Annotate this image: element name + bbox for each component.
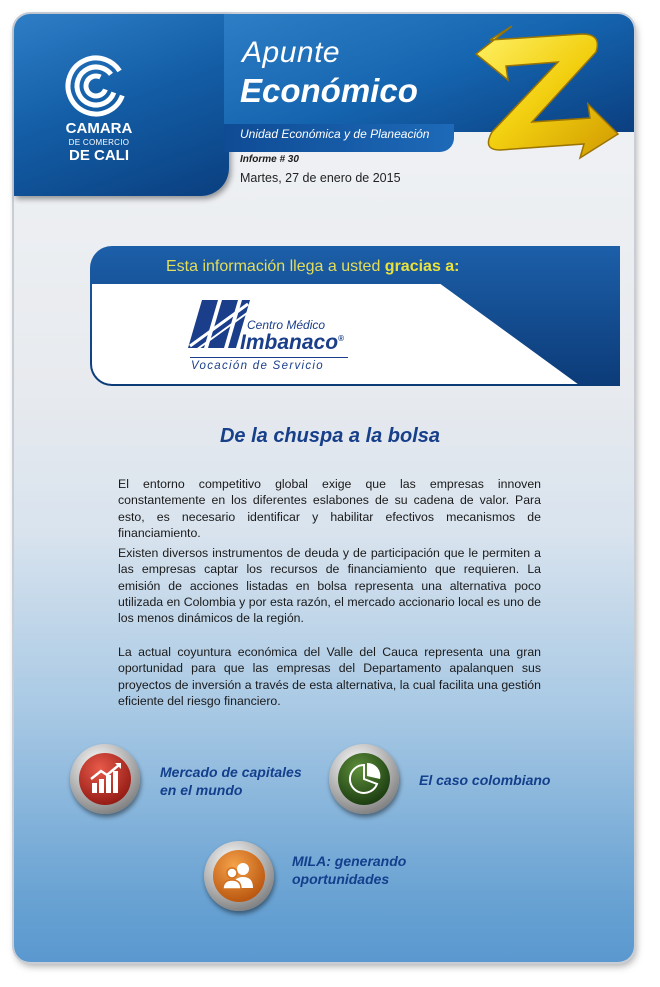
mercado-capitales-line2: en el mundo [160, 782, 243, 798]
mercado-capitales-button[interactable] [70, 744, 140, 814]
camara-comercio-logo-icon [64, 54, 128, 118]
chart-growth-icon [79, 753, 131, 805]
people-icon [213, 850, 265, 902]
sponsor-tagline: Vocación de Servicio [191, 360, 324, 372]
z-arrow-icon [470, 16, 626, 166]
article-title: De la chuspa a la bolsa [219, 425, 441, 447]
paragraph-1: El entorno competitivo global exige que las empresas innoven constantemente en los diferentes eslabones de su cadena de valor. Para esto, es necesario identificar y habilitar efectivos mecanismos de financiamiento. [118, 477, 541, 540]
mercado-capitales-link[interactable] [160, 763, 302, 799]
report-number: Informe # 30 [240, 154, 299, 165]
title-economico: Económico [240, 72, 418, 109]
mercado-capitales-line1: Mercado de capitales [160, 764, 302, 780]
registered-mark: ® [338, 334, 344, 343]
sponsor-name-big [240, 331, 344, 355]
mila-line2: oportunidades [292, 871, 390, 887]
sponsor-message-bold: gracias a: [384, 258, 460, 275]
sponsor-name-small: Centro Médico [247, 318, 326, 332]
paragraph-3: La actual coyuntura económica del Valle del Cauca representa una gran oportunidad para que las empresas del Departamento apalanquen sus proyectos de inversión a través de esta alternativa, la cual facilita una gestión eficiente del riesgo financiero. [118, 645, 541, 708]
paragraph-2: Existen diversos instrumentos de deuda y de participación que le permiten a las empresas captar los recursos de financiamiento que requieren. La emisión de acciones listadas en bolsa representa una alternativa poco utilizada en Colombia y por esta razón, el mercado accionario local es uno de los menos dinámicos de la región. [118, 546, 541, 626]
pie-chart-icon [338, 753, 390, 805]
sponsor-name-big-text: Imbanaco [240, 331, 339, 354]
caso-colombiano-button[interactable] [329, 744, 399, 814]
title-apunte: Apunte [242, 36, 341, 69]
header [14, 14, 634, 212]
caso-colombiano-link[interactable] [419, 771, 550, 789]
mila-link[interactable] [292, 852, 406, 888]
logo-text-de-cali: DE CALI [69, 147, 129, 164]
sponsor-divider [190, 357, 348, 358]
logo-text-de-comercio: DE COMERCIO [68, 138, 130, 147]
report-date: Martes, 27 de enero de 2015 [240, 171, 401, 185]
mila-button[interactable] [204, 841, 274, 911]
sponsor-message-prefix: Esta información llega a usted [166, 258, 385, 275]
sponsor-message [166, 258, 460, 276]
logo-text-camara: CAMARA [65, 120, 133, 137]
logo-panel [14, 14, 229, 196]
unit-name: Unidad Económica y de Planeación [240, 127, 430, 141]
mila-line1: MILA: generando [292, 853, 407, 869]
caso-colombiano-line1: El caso colombiano [419, 772, 551, 788]
